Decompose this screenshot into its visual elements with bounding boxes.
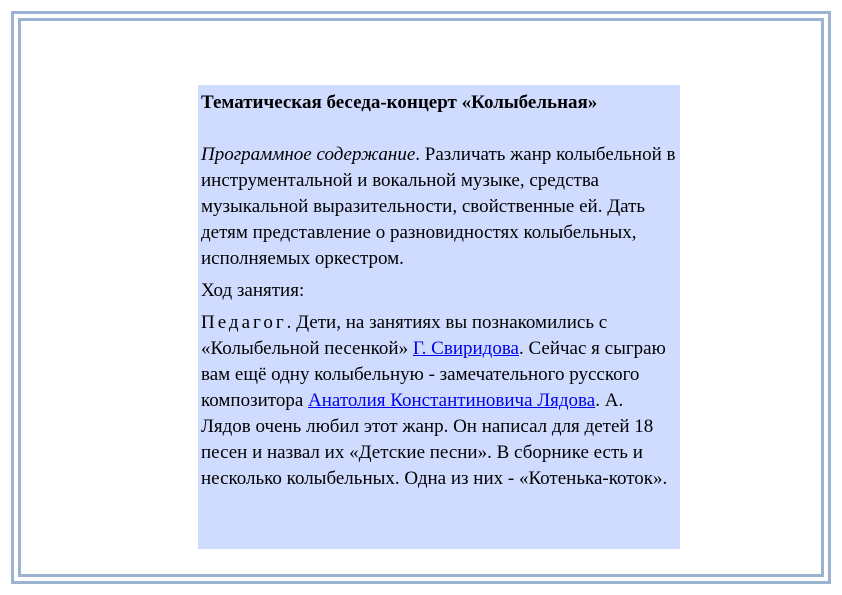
teacher-text-part2: . Сейчас я сыграю вам ещё одну колыбельную - замечательного русского композитора (201, 338, 666, 411)
blank-line (201, 116, 676, 142)
program-label: Программное содержание (201, 144, 416, 165)
lesson-heading: Ход занятия: (201, 280, 305, 301)
text-panel (198, 85, 680, 549)
document-title: Тематическая беседа-концерт «Колыбельная» (201, 92, 598, 113)
teacher-text-part3: . А. Лядов очень любил этот жанр. Он написал для детей 18 песен и назвал их «Детские песни». В сборнике есть и несколько колыбельных. Одна из них - «Котенька-коток». (201, 390, 668, 489)
teacher-text-part1: . Дети, на занятиях вы познакомились с «Колыбельной песенкой» (201, 312, 608, 359)
program-text: . Различать жанр колыбельной в инструментальной и вокальной музыке, средства музыкальной выразительности, свойственные ей. Дать детям представление о разновидностях колыбельных, исполняемых оркестром. (201, 144, 676, 269)
teacher-paragraph (201, 310, 676, 492)
lyadov-link[interactable]: Анатолия Константиновича Лядова (308, 390, 596, 411)
program-paragraph (201, 142, 676, 272)
sviridov-link[interactable]: Г. Свиридова (412, 338, 519, 359)
teacher-speaker: Педагог (201, 312, 287, 333)
